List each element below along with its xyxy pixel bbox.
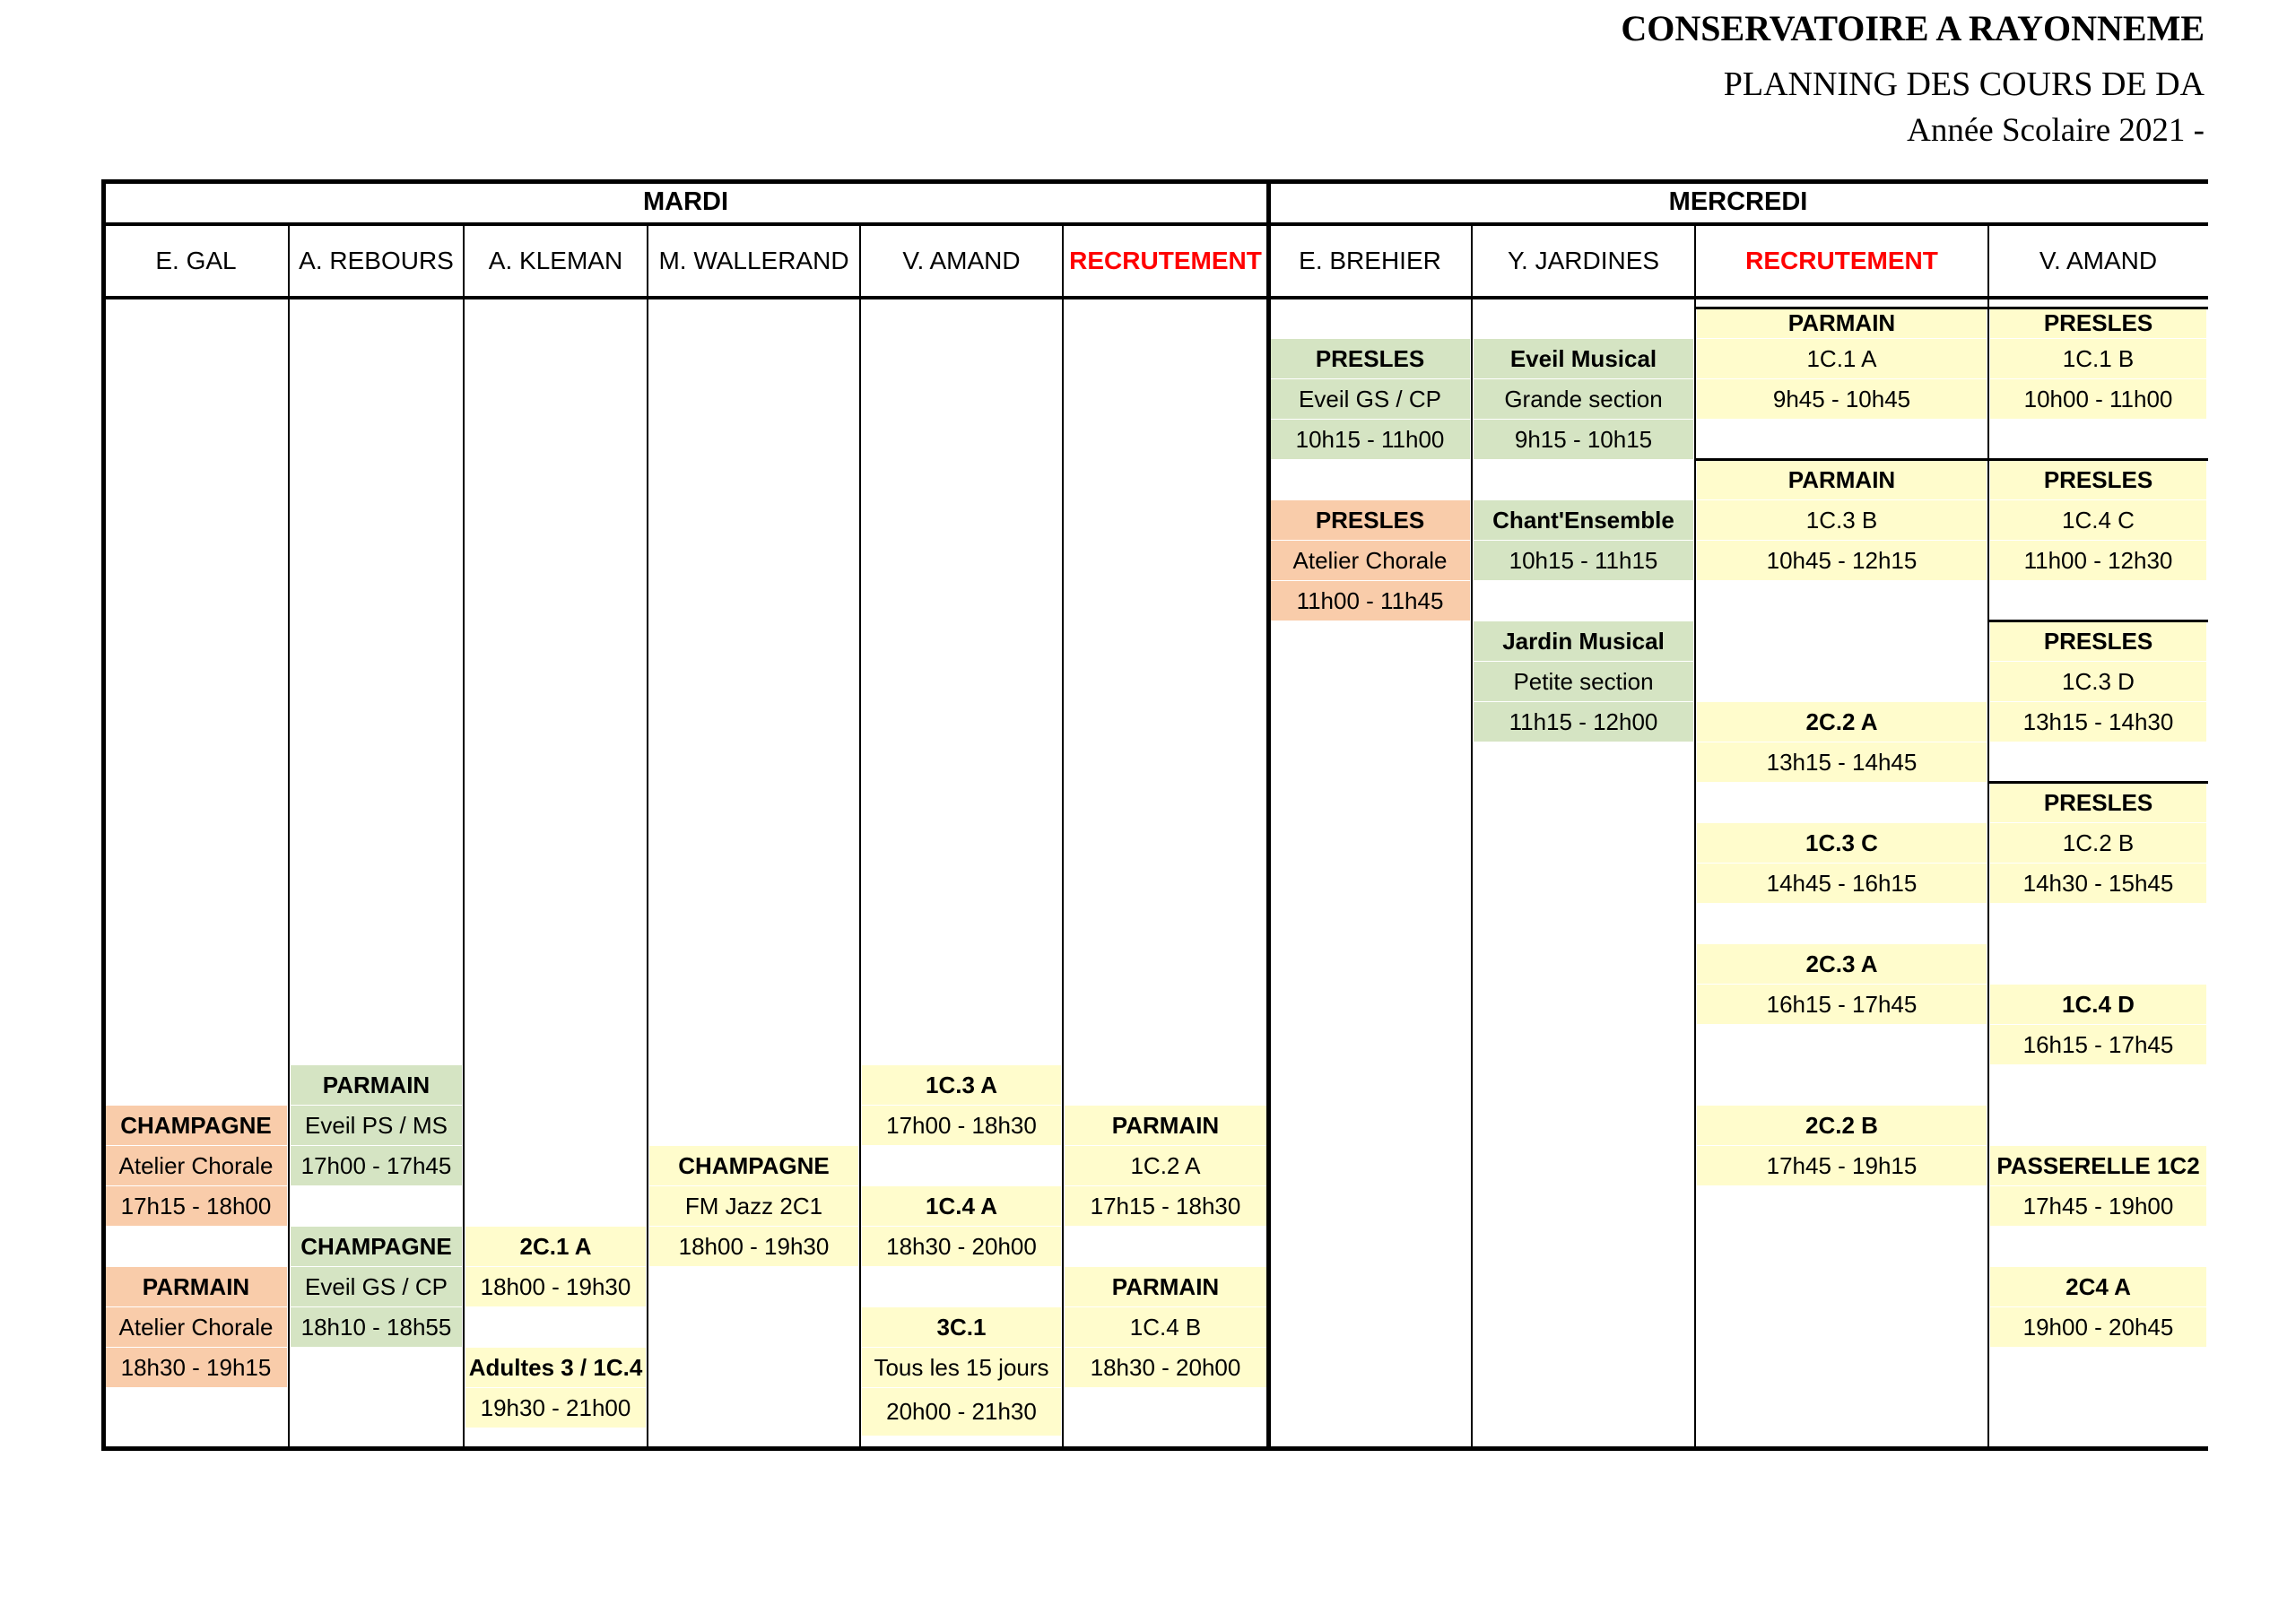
course-cell: Eveil GS / CP: [291, 1267, 462, 1306]
course-cell: CHAMPAGNE: [649, 1146, 858, 1185]
course-cell: PARMAIN: [105, 1267, 287, 1306]
day-header-mercredi: MERCREDI: [1668, 187, 1808, 216]
course-cell: PRESLES: [1990, 783, 2206, 822]
course-cell: PRESLES: [1270, 339, 1470, 378]
course-cell: 17h00 - 17h45: [291, 1146, 462, 1185]
course-cell: 1C.3 A: [862, 1065, 1061, 1105]
course-cell: 18h00 - 19h30: [649, 1227, 858, 1266]
course-cell: 1C.4 A: [862, 1186, 1061, 1226]
table-bottom-border: [103, 1446, 2208, 1451]
course-cell: PRESLES: [1990, 308, 2206, 338]
course-cell: 1C.3 C: [1697, 823, 1987, 863]
teacher-column-header: A. REBOURS: [299, 247, 454, 274]
course-cell: PARMAIN: [1697, 460, 1987, 499]
course-cell: 19h30 - 21h00: [465, 1388, 646, 1428]
course-cell: FM Jazz 2C1: [649, 1186, 858, 1226]
course-cell: 18h30 - 19h15: [105, 1348, 287, 1387]
teacher-column-header: V. AMAND: [2039, 247, 2158, 274]
course-cell: 17h45 - 19h15: [1697, 1146, 1987, 1185]
column-divider: [463, 224, 465, 1448]
course-cell: 1C.1 B: [1990, 339, 2206, 378]
course-cell: 9h15 - 10h15: [1474, 420, 1693, 459]
day-header-mardi: MARDI: [642, 187, 729, 216]
course-cell: 3C.1: [862, 1307, 1061, 1347]
course-cell: 2C4 A: [1990, 1267, 2206, 1306]
course-cell: 2C.3 A: [1697, 944, 1987, 984]
course-cell: 17h45 - 19h00: [1990, 1186, 2206, 1226]
course-cell: Eveil Musical: [1474, 339, 1693, 378]
course-cell: PASSERELLE 1C2: [1990, 1146, 2206, 1185]
course-cell: Atelier Chorale: [1270, 541, 1470, 580]
course-cell: Atelier Chorale: [105, 1307, 287, 1347]
column-divider: [859, 224, 861, 1448]
table-left-border: [101, 179, 106, 1451]
course-cell: 9h45 - 10h45: [1697, 379, 1987, 419]
course-cell: 1C.4 D: [1990, 985, 2206, 1024]
column-divider: [1694, 224, 1696, 1448]
course-cell: 17h15 - 18h00: [105, 1186, 287, 1226]
course-cell: Tous les 15 jours: [862, 1348, 1061, 1387]
course-cell: 14h30 - 15h45: [1990, 864, 2206, 903]
course-cell: 16h15 - 17h45: [1697, 985, 1987, 1024]
course-cell: Chant'Ensemble: [1474, 500, 1693, 540]
course-cell: PARMAIN: [1697, 308, 1987, 338]
course-cell: 11h00 - 12h30: [1990, 541, 2206, 580]
course-cell: 14h45 - 16h15: [1697, 864, 1987, 903]
teacher-column-header: Y. JARDINES: [1507, 247, 1660, 274]
course-cell: 20h00 - 21h30: [862, 1388, 1061, 1436]
course-cell: 11h15 - 12h00: [1474, 702, 1693, 742]
column-divider: [647, 224, 648, 1448]
course-cell: PRESLES: [1990, 621, 2206, 661]
teacher-column-header: E. BREHIER: [1299, 247, 1441, 274]
course-cell: 2C.1 A: [465, 1227, 646, 1266]
course-cell: Petite section: [1474, 662, 1693, 701]
course-cell: 10h15 - 11h00: [1270, 420, 1470, 459]
course-cell: 18h10 - 18h55: [291, 1307, 462, 1347]
course-cell: Eveil GS / CP: [1270, 379, 1470, 419]
course-cell: Jardin Musical: [1474, 621, 1693, 661]
course-cell: 16h15 - 17h45: [1990, 1025, 2206, 1064]
course-cell: 1C.4 C: [1990, 500, 2206, 540]
course-cell: 13h15 - 14h30: [1990, 702, 2206, 742]
course-cell: 10h00 - 11h00: [1990, 379, 2206, 419]
document-title: CONSERVATOIRE A RAYONNEME: [1621, 8, 2205, 48]
course-cell: 18h30 - 20h00: [862, 1227, 1061, 1266]
course-cell: 11h00 - 11h45: [1270, 581, 1470, 621]
course-cell: 13h15 - 14h45: [1697, 742, 1987, 782]
column-divider: [288, 224, 290, 1448]
course-cell: 17h15 - 18h30: [1065, 1186, 1266, 1226]
course-cell: 1C.2 B: [1990, 823, 2206, 863]
course-cell: PARMAIN: [1065, 1267, 1266, 1306]
course-cell: Eveil PS / MS: [291, 1106, 462, 1145]
school-year: Année Scolaire 2021 -: [1907, 112, 2205, 149]
course-cell: 1C.4 B: [1065, 1307, 1266, 1347]
course-cell: 2C.2 A: [1697, 702, 1987, 742]
course-cell: 10h15 - 11h15: [1474, 541, 1693, 580]
teacher-column-header: A. KLEMAN: [488, 247, 623, 274]
course-cell: PRESLES: [1990, 460, 2206, 499]
course-cell: 18h30 - 20h00: [1065, 1348, 1266, 1387]
course-cell: CHAMPAGNE: [105, 1106, 287, 1145]
course-cell: 2C.2 B: [1697, 1106, 1987, 1145]
teacher-column-header: RECRUTEMENT: [1745, 247, 1938, 274]
column-divider: [1062, 224, 1064, 1448]
course-cell: PARMAIN: [1065, 1106, 1266, 1145]
teacher-column-header: E. GAL: [155, 247, 237, 274]
column-divider: [1471, 224, 1473, 1448]
course-cell: PRESLES: [1270, 500, 1470, 540]
course-cell: 17h00 - 18h30: [862, 1106, 1061, 1145]
course-cell: 1C.3 B: [1697, 500, 1987, 540]
course-cell: Adultes 3 / 1C.4: [465, 1348, 646, 1387]
teacher-column-header: V. AMAND: [902, 247, 1021, 274]
course-cell: 1C.3 D: [1990, 662, 2206, 701]
column-divider: [1987, 224, 1989, 1448]
document-subtitle: PLANNING DES COURS DE DA: [1723, 65, 2205, 103]
teacher-column-header: RECRUTEMENT: [1069, 247, 1262, 274]
teacher-column-header: M. WALLERAND: [658, 247, 849, 274]
course-cell: Atelier Chorale: [105, 1146, 287, 1185]
course-cell: Grande section: [1474, 379, 1693, 419]
course-cell: 19h00 - 20h45: [1990, 1307, 2206, 1347]
course-cell: 1C.2 A: [1065, 1146, 1266, 1185]
course-cell: 18h00 - 19h30: [465, 1267, 646, 1306]
course-cell: 1C.1 A: [1697, 339, 1987, 378]
course-cell: CHAMPAGNE: [291, 1227, 462, 1266]
course-cell: PARMAIN: [291, 1065, 462, 1105]
course-cell: 10h45 - 12h15: [1697, 541, 1987, 580]
